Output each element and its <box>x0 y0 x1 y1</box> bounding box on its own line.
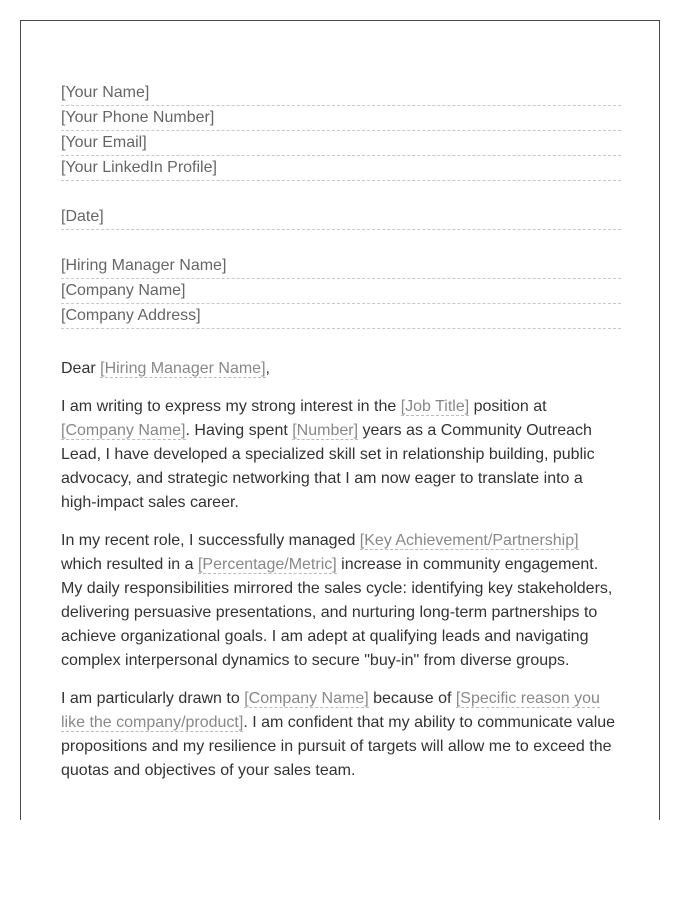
salutation-greeting: Dear <box>61 360 101 377</box>
p1-text-4: years as a Community Outreach Lead, I have developed a specialized skill set in relationship building, public advocacy, and strategic networking that I am now eager to translate into a high-impact sales career. <box>61 422 595 511</box>
paragraph-experience <box>61 529 621 673</box>
sender-phone-field[interactable]: [Your Phone Number] <box>61 106 621 131</box>
reason-placeholder[interactable]: [Specific reason you like the company/product] <box>61 690 600 731</box>
spacer <box>61 230 621 254</box>
p1-text-1: I am writing to express my strong interest in the <box>61 398 401 415</box>
p3-text-1: I am particularly drawn to <box>61 690 245 707</box>
spacer <box>61 181 621 205</box>
company-name-placeholder[interactable]: [Company Name] <box>61 422 186 439</box>
job-title-placeholder[interactable]: [Job Title] <box>400 398 470 415</box>
sender-block <box>61 81 621 181</box>
sender-name-field[interactable]: [Your Name] <box>61 81 621 106</box>
letter-page <box>20 20 660 820</box>
salutation-comma: , <box>265 360 270 377</box>
salutation-manager-placeholder[interactable]: [Hiring Manager Name] <box>100 360 266 377</box>
p3-text-2: because of <box>368 690 456 707</box>
salutation <box>61 357 621 381</box>
recipient-address-field[interactable]: [Company Address] <box>61 304 621 329</box>
sender-email-field[interactable]: [Your Email] <box>61 131 621 156</box>
p3-text-3: . I am confident that my ability to communicate value propositions and my resilience in pursuit of targets will allow me to exceed the quotas and objectives of your sales team. <box>61 714 616 779</box>
p2-text-3: increase in community engagement. My daily responsibilities mirrored the sales cycle: identifying key stakeholders, delivering persuasive presentations, and nurturing long-term partnerships to achieve organizational goals. I am adept at qualifying leads and navigating complex interpersonal dynamics to secure "buy-in" from diverse groups. <box>61 556 613 669</box>
date-field[interactable]: [Date] <box>61 205 621 230</box>
company-name-placeholder[interactable]: [Company Name] <box>244 690 369 707</box>
metric-placeholder[interactable]: [Percentage/Metric] <box>197 556 337 573</box>
p1-text-2: position at <box>469 398 547 415</box>
p1-text-3: . Having spent <box>185 422 293 439</box>
p2-text-2: which resulted in a <box>61 556 198 573</box>
paragraph-motivation <box>61 687 621 783</box>
recipient-block <box>61 254 621 329</box>
achievement-placeholder[interactable]: [Key Achievement/Partnership] <box>359 532 579 549</box>
sender-linkedin-field[interactable]: [Your LinkedIn Profile] <box>61 156 621 181</box>
years-number-placeholder[interactable]: [Number] <box>292 422 359 439</box>
p2-text-1: In my recent role, I successfully managed <box>61 532 360 549</box>
recipient-company-field[interactable]: [Company Name] <box>61 279 621 304</box>
recipient-manager-field[interactable]: [Hiring Manager Name] <box>61 254 621 279</box>
paragraph-intro <box>61 395 621 515</box>
letter-content <box>61 81 621 783</box>
